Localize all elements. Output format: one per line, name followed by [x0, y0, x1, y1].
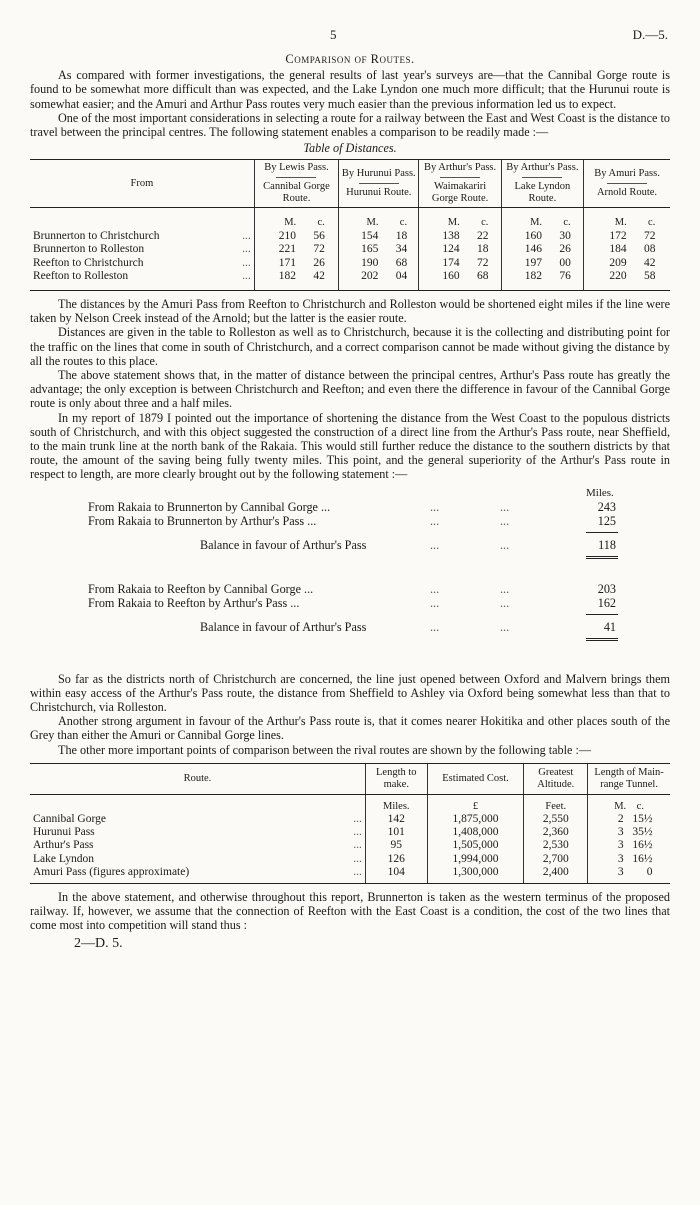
column-header: Length to make. — [365, 763, 427, 794]
paragraph: Distances are given in the table to Rolleston as well as to Christchurch, because it is the collecting and distributing point for the traffic on the lines that come in south of Christchurch, and a correct comparison cannot be made without giving the distance by all the routes to this place. — [30, 325, 670, 368]
balance-statement-brunnerton — [30, 486, 670, 578]
paragraph: In the above statement, and otherwise throughout this report, Brunnerton is taken as the western terminus of the proposed railway. If, however, we assume that the connection of Reefton with the East Coast is a condition, the cost of the two lines that come most into competition will stand thus : — [30, 890, 670, 933]
table-row: Brunnerton to Christchurch ... 210 56 154 18 138 22 160 30 172 72 — [30, 230, 670, 244]
balance-statement-reefton — [30, 582, 670, 672]
table-row: Reefton to Rolleston ... 182 42 202 04 160 68 182 76 220 58 — [30, 270, 670, 290]
table-row: Hurunui Pass ... 101 1,408,000 2,360 3 35½ — [30, 826, 670, 839]
table-row: Amuri Pass (figures approximate) ... 104 1,300,000 2,400 3 0 — [30, 866, 670, 884]
distance-table — [30, 159, 670, 291]
paragraph: So far as the districts north of Christchurch are concerned, the line just opened between Oxford and Malvern brings them within easy access of the Arthur's Pass route, the distance from Sheffield to Ashley via Oxford being somewhat less than that to Christchurch, via Rolleston. — [30, 671, 670, 714]
paragraph: The above statement shows that, in the matter of distance between the principal centres, Arthur's Pass route has greatly the advantage; the only exception is between Christchurch and Reefton; and even there the difference in favour of the Cannibal Gorge route is only about three and a half miles. — [30, 367, 670, 411]
column-header: Greatest Altitude. — [524, 763, 588, 794]
footer-signature: 2—D. 5. — [74, 935, 123, 951]
table-row: Brunnerton to Rolleston ... 221 72 165 34 124 18 146 26 184 08 — [30, 243, 670, 257]
column-header: Length of Main-range Tunnel. — [588, 763, 670, 794]
units-row: M. c. M. c. M. c. M. c. M. c. — [30, 208, 670, 230]
balance-total-row: Balance in favour of Arthur's Pass ... ... 41 — [200, 619, 616, 634]
balance-row: From Rakaia to Reefton by Cannibal Gorge ... ... ... 203 — [88, 581, 616, 596]
column-header: By Amuri Pass. Arnold Route. — [584, 160, 670, 208]
column-header: Route. — [30, 763, 365, 794]
paragraph: The distances by the Amuri Pass from Reefton to Christchurch and Rolleston would be shortened eight miles if the line were taken by Nelson Creek instead of the Arnold; but the latter is the easier route. — [30, 296, 670, 326]
page-header — [30, 28, 670, 50]
table-row: Cannibal Gorge ... 142 1,875,000 2,550 2 15½ — [30, 813, 670, 826]
section-title: Comparison of Routes. — [285, 52, 415, 66]
paragraph: As compared with former investigations, the general results of last year's surveys are—that the Cannibal Gorge route is found to be somewhat more difficult than was expected, and the Lake Lyndon one much more difficult; that the Hurunui route is somewhat easier; and the Amuri and Arthur Pass routes very much easier than the previous information led us to expect. — [30, 68, 670, 111]
column-header: By Lewis Pass. Cannibal Gorge Route. — [254, 160, 338, 208]
page-number: 5 — [330, 27, 337, 42]
paragraph: The other more important points of comparison between the rival routes are shown by the following table :— — [58, 742, 592, 757]
table-row: Reefton to Christchurch ... 171 26 190 68 174 72 197 00 209 42 — [30, 257, 670, 271]
column-header: By Arthur's Pass. Waimakariri Gorge Route. — [419, 160, 501, 208]
paragraph: One of the most important considerations in selecting a route for a railway between the East and West Coast is the distance to travel between the principal centres. The following statement enables a comparison to be readily made :— — [30, 110, 670, 140]
column-header: By Arthur's Pass. Lake Lyndon Route. — [501, 160, 583, 208]
distance-table-caption: Table of Distances. — [303, 141, 397, 156]
miles-header: Miles. — [586, 486, 614, 499]
from-header: From — [30, 160, 254, 208]
balance-total-row: Balance in favour of Arthur's Pass ... ... 118 — [200, 537, 616, 552]
balance-row: From Rakaia to Reefton by Arthur's Pass ... ... ... 162 — [88, 595, 616, 610]
document-reference: D.—5. — [632, 27, 668, 42]
balance-row: From Rakaia to Brunnerton by Cannibal Gorge ... ... ... 243 — [88, 499, 616, 514]
units-row: Miles. £ Feet. M. c. — [30, 794, 670, 813]
paragraph: In my report of 1879 I pointed out the importance of shortening the distance from the West Coast to the populous districts south of Christchurch, and with this object suggested the construction of a direct line from the Arthur's Pass route, near Sheffield, to the main trunk line at the north bank of the Rakaia. This would still further reduce the distance to the southern districts by that route, the amount of the saving being fully twenty miles. This point, and the general superiority of the Arthur's Pass route in respect to length, are more clearly brought out by the following statement :— — [30, 410, 670, 482]
paragraph: Another strong argument in favour of the Arthur's Pass route is, that it comes nearer Hokitika and other places south of the Grey than either the Amuri or Cannibal Gorge lines. — [30, 714, 670, 743]
column-header: Estimated Cost. — [427, 763, 524, 794]
document-page — [30, 28, 670, 951]
balance-row: From Rakaia to Brunnerton by Arthur's Pass ... ... ... 125 — [88, 513, 616, 528]
table-row: Lake Lyndon ... 126 1,994,000 2,700 3 16½ — [30, 853, 670, 866]
table-row: Arthur's Pass ... 95 1,505,000 2,530 3 16½ — [30, 839, 670, 852]
column-header: By Hurunui Pass. Hurunui Route. — [339, 160, 419, 208]
route-comparison-table — [30, 763, 670, 884]
